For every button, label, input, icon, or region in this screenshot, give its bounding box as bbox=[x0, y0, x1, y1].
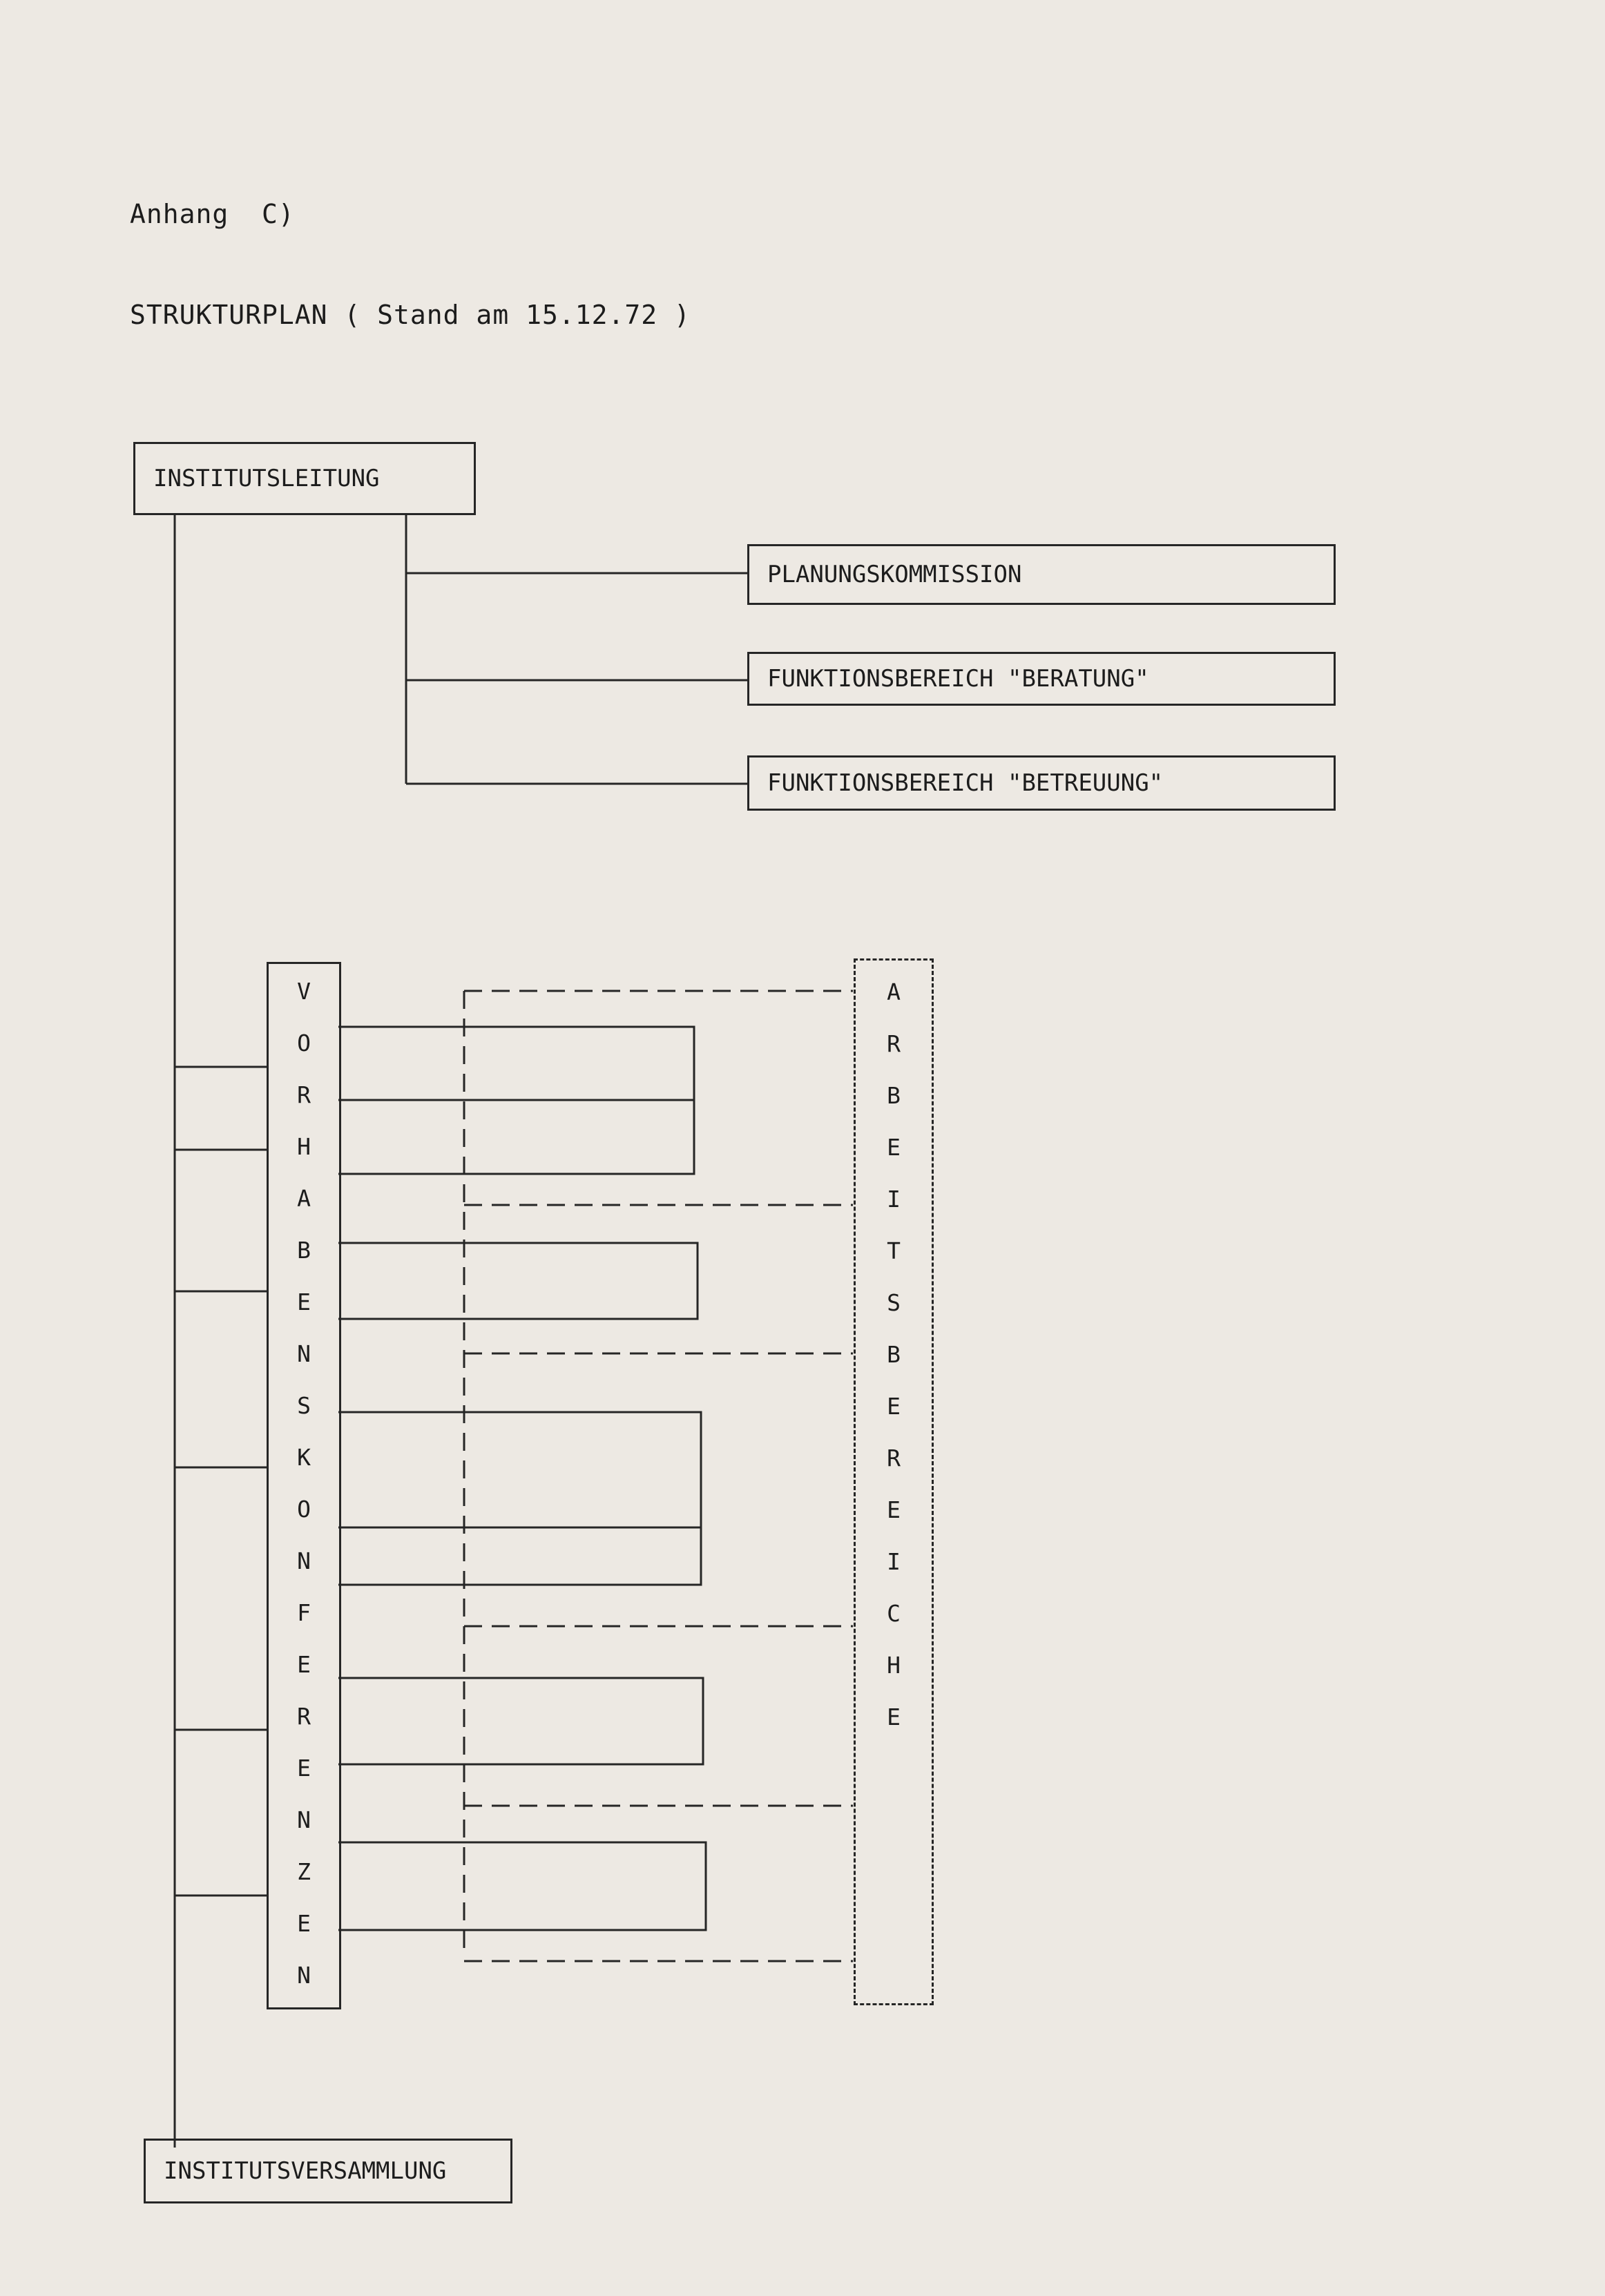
vk-letter: K bbox=[297, 1444, 311, 1471]
vk-letter: Z bbox=[297, 1858, 311, 1885]
ab-letter: I bbox=[887, 1548, 901, 1575]
ab-letter: B bbox=[887, 1341, 901, 1368]
ab-letter: R bbox=[887, 1445, 901, 1472]
ab-letter: E bbox=[887, 1704, 901, 1730]
ab-letter: B bbox=[887, 1082, 901, 1109]
ab-letter: E bbox=[887, 1134, 901, 1161]
vk-letter: E bbox=[297, 1651, 311, 1678]
vk-letter: S bbox=[297, 1392, 311, 1419]
ab-letter: E bbox=[887, 1393, 901, 1420]
project-group-3 bbox=[338, 1412, 701, 1585]
project-group-4 bbox=[338, 1678, 703, 1764]
vk-letter: R bbox=[297, 1703, 311, 1730]
appendix-label: Anhang C) bbox=[130, 199, 295, 229]
ab-letter: C bbox=[887, 1600, 901, 1627]
vk-letter: N bbox=[297, 1340, 311, 1367]
ab-letter: S bbox=[887, 1289, 901, 1316]
vk-letter: B bbox=[297, 1237, 311, 1264]
ab-letter: A bbox=[887, 978, 901, 1005]
arbeitsbereiche-column bbox=[854, 958, 934, 2005]
funktionsbereich-beratung-box: FUNKTIONSBEREICH "BERATUNG" bbox=[747, 652, 1336, 706]
project-group-5 bbox=[338, 1842, 706, 1930]
vk-letter: N bbox=[297, 1547, 311, 1574]
planungskommission-box: PLANUNGSKOMMISSION bbox=[747, 544, 1336, 605]
funktionsbereich-betreuung-box: FUNKTIONSBEREICH "BETREUUNG" bbox=[747, 755, 1336, 811]
vk-letter: O bbox=[297, 1496, 311, 1523]
vk-letter: E bbox=[297, 1755, 311, 1782]
plan-title: STRUKTURPLAN ( Stand am 15.12.72 ) bbox=[130, 300, 691, 330]
ab-letter: R bbox=[887, 1030, 901, 1057]
vk-letter: F bbox=[297, 1599, 311, 1626]
vorhabenskonferenzen-column bbox=[267, 962, 341, 2009]
project-group-2 bbox=[338, 1243, 698, 1319]
vk-letter: E bbox=[297, 1910, 311, 1937]
ab-letter: E bbox=[887, 1496, 901, 1523]
vk-letter: N bbox=[297, 1962, 311, 1989]
ab-letter: I bbox=[887, 1186, 901, 1213]
vk-letter: O bbox=[297, 1030, 311, 1057]
ab-letter: T bbox=[887, 1237, 901, 1264]
ab-letter: H bbox=[887, 1652, 901, 1679]
vk-letter: H bbox=[297, 1133, 311, 1160]
vk-letter: A bbox=[297, 1185, 311, 1212]
institutsversammlung-box: INSTITUTSVERSAMMLUNG bbox=[144, 2139, 512, 2203]
vk-letter: E bbox=[297, 1289, 311, 1315]
institutsleitung-box: INSTITUTSLEITUNG bbox=[133, 442, 476, 515]
vk-letter: N bbox=[297, 1806, 311, 1833]
vk-letter: R bbox=[297, 1081, 311, 1108]
vk-letter: V bbox=[297, 978, 311, 1005]
